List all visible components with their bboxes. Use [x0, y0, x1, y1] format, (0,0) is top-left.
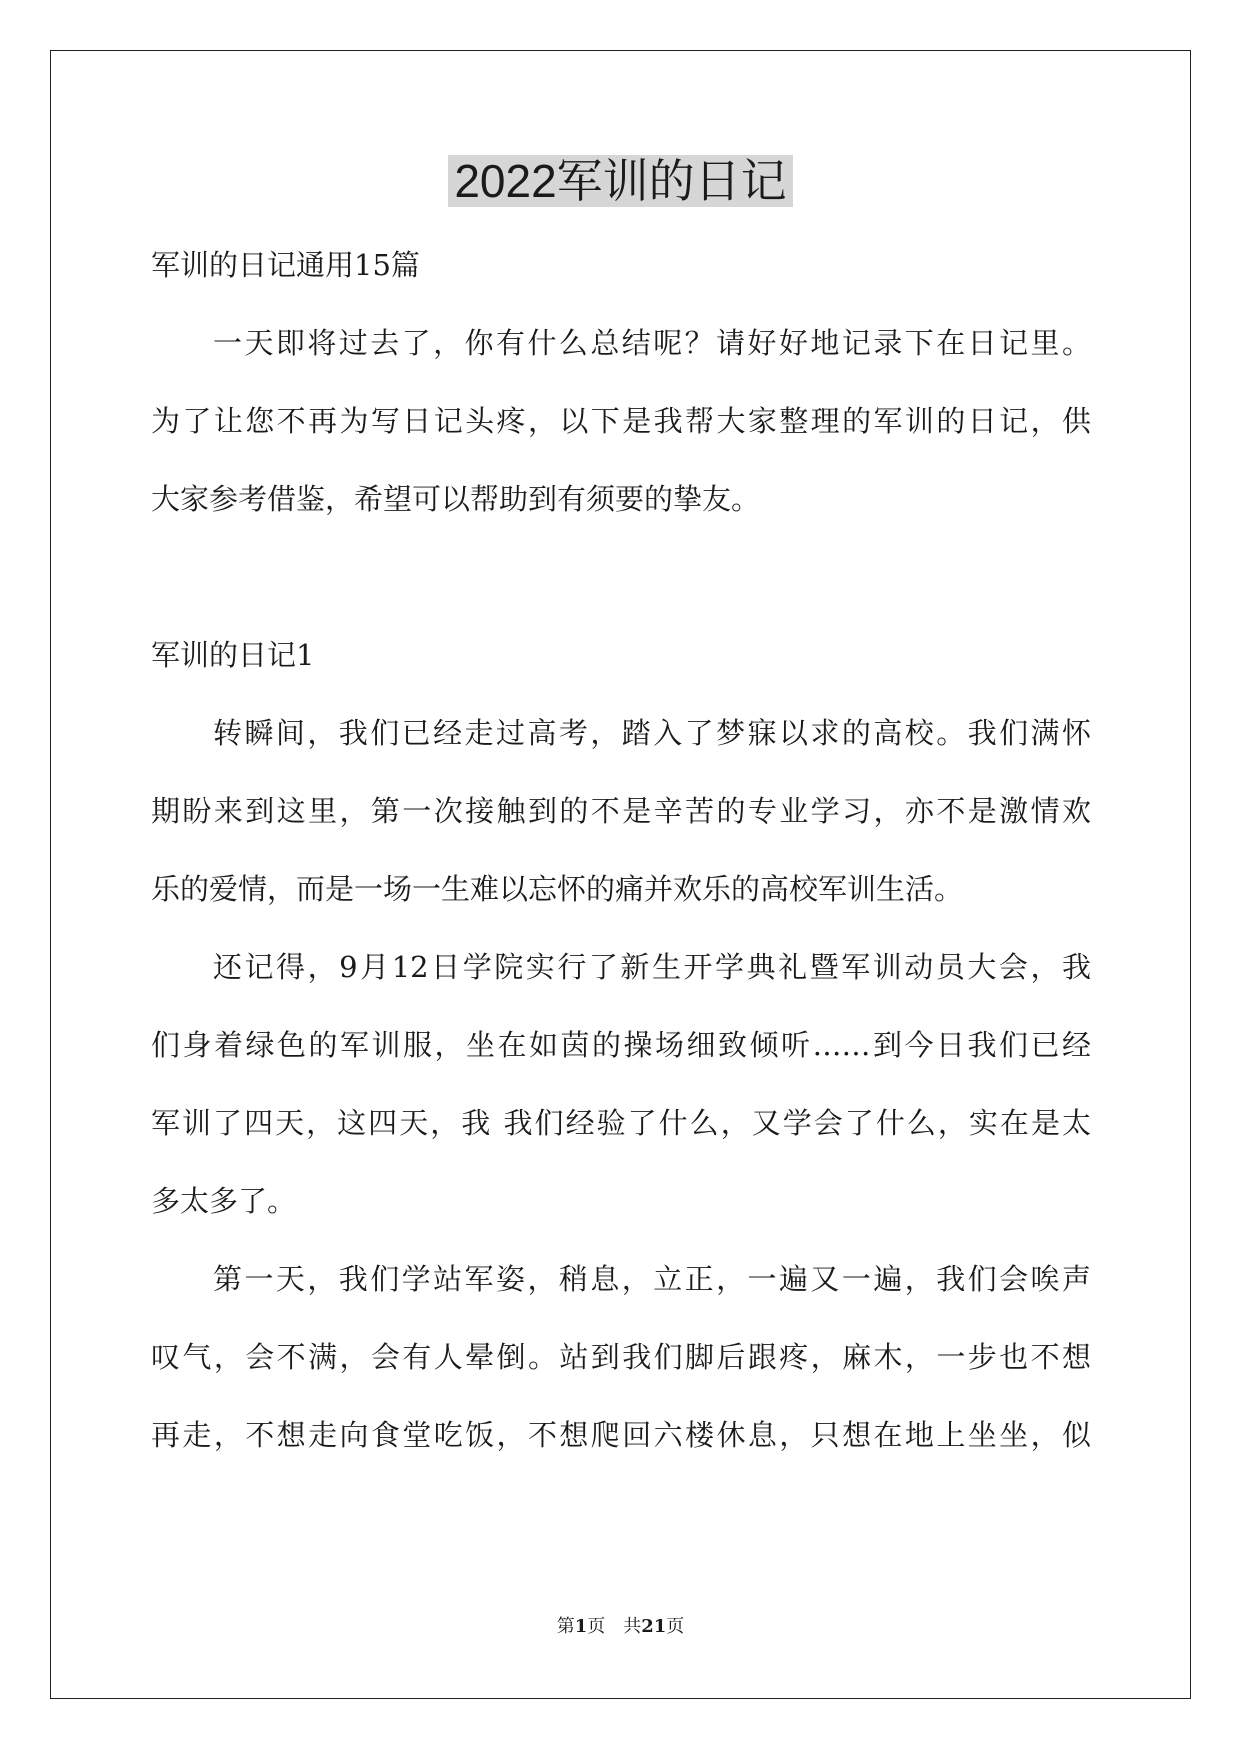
paragraph-line: 们身着绿色的军训服，坐在如茵的操场细致倾听……到今日我们已经: [151, 1028, 1091, 1062]
paragraph-gap: [151, 538, 1091, 616]
paragraph-line: 叹气，会不满，会有人晕倒。站到我们脚后跟疼，麻木，一步也不想: [151, 1340, 1091, 1374]
page-footer: [0, 1612, 1241, 1642]
total-suffix: 页: [666, 1616, 685, 1637]
total-pages: 21: [641, 1616, 667, 1637]
intro-line: 大家参考借鉴，希望可以帮助到有须要的挚友。: [151, 482, 761, 516]
page-number: 1: [574, 1616, 588, 1637]
document-subtitle: 军训的日记通用15篇: [151, 248, 420, 282]
document-title-text: 2022军训的日记: [448, 155, 792, 207]
section-heading: 军训的日记1: [151, 638, 315, 672]
total-prefix: 共: [623, 1616, 642, 1637]
paragraph-line: 军训了四天，这四天，我 我们经验了什么，又学会了什么，实在是太: [151, 1106, 1091, 1140]
paragraph-line: 再走，不想走向食堂吃饭，不想爬回六楼休息，只想在地上坐坐，似: [151, 1418, 1091, 1452]
paragraph-line: 多太多了。: [151, 1184, 297, 1218]
paragraph-line: 还记得，9月12日学院实行了新生开学典礼暨军训动员大会，我: [213, 950, 1091, 984]
intro-line: 为了让您不再为写日记头疼，以下是我帮大家整理的军训的日记，供: [151, 404, 1091, 438]
intro-line: 一天即将过去了，你有什么总结呢？请好好地记录下在日记里。: [213, 326, 1091, 360]
document-title: [0, 150, 1241, 212]
paragraph-line: 期盼来到这里，第一次接触到的不是辛苦的专业学习，亦不是激情欢: [151, 794, 1091, 828]
page-suffix: 页: [587, 1616, 606, 1637]
page-prefix: 第: [556, 1616, 575, 1637]
document-body: [151, 226, 1091, 1474]
paragraph-line: 第一天，我们学站军姿，稍息，立正，一遍又一遍，我们会唉声: [213, 1262, 1091, 1296]
paragraph-line: 转瞬间，我们已经走过高考，踏入了梦寐以求的高校。我们满怀: [213, 716, 1091, 750]
paragraph-line: 乐的爱情，而是一场一生难以忘怀的痛并欢乐的高校军训生活。: [151, 872, 964, 906]
